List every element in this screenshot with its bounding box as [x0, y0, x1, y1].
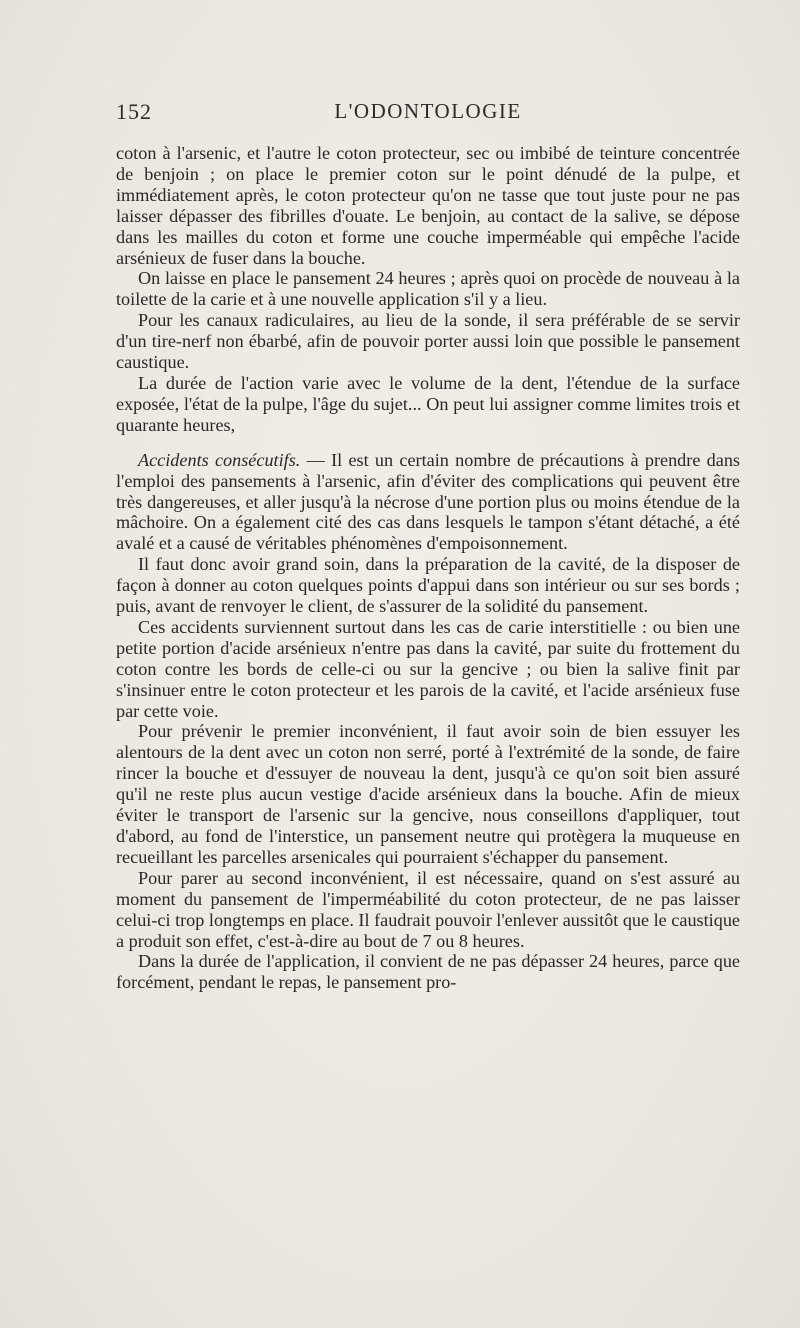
- body-text: [116, 143, 740, 993]
- section-paragraph: [116, 450, 740, 555]
- paragraph: La durée de l'action varie avec le volume de la dent, l'étendue de la surface exposée, l'état de la pulpe, l'âge du sujet... On peut lui assigner comme limites trois et quarante heures,: [116, 372, 740, 435]
- page-header: [116, 99, 740, 129]
- paragraph: Pour les canaux radiculaires, au lieu de la sonde, il sera préférable de se servir d'un tire-nerf non ébarbé, afin de pouvoir porter aussi loin que possible le pansement caustique.: [116, 310, 740, 373]
- page-number: 152: [116, 99, 152, 124]
- paragraph: Pour parer au second inconvénient, il est nécessaire, quand on s'est assuré au moment du pansement de l'imperméabilité du coton protecteur, de ne pas laisser celui-ci trop longtemps en place. Il faudrait pouvoir l'enlever aussitôt que le caustique a produit son effet, c'est-à-dire au bout de 7 ou 8 heures.: [116, 867, 740, 951]
- paragraph: Ces accidents surviennent surtout dans les cas de carie interstitielle : ou bien une petite portion d'acide arsénieux n'entre pas dans la cavité, par suite du frottement du coton contre les bords de celle-ci ou sur la gencive ; ou bien la salive finit par s'insinuer entre le coton protecteur et les parois de la cavité, et l'acide arsénieux fuse par cette voie.: [116, 616, 740, 721]
- paragraph: Pour prévenir le premier inconvénient, il faut avoir soin de bien essuyer les alentours de la dent avec un coton non serré, porté à l'extrémité de la sonde, de faire rincer la bouche et d'essuyer de nouveau la dent, jusqu'à ce qu'on soit bien assuré qu'il ne reste plus aucun vestige d'acide arsénieux dans la bouche. Afin de mieux éviter le transport de l'arsenic sur la gencive, nous conseillons d'appliquer, tout d'abord, au fond de l'interstice, un pansement neutre qui protègera la muqueuse en recueillant les parcelles arsenicales qui pourraient s'échapper du pansement.: [116, 721, 740, 867]
- running-title: L'ODONTOLOGIE: [334, 99, 522, 123]
- paragraph: coton à l'arsenic, et l'autre le coton protecteur, sec ou imbibé de teinture concentrée de benjoin ; on place le premier coton sur le point dénudé de la pulpe, et immédiatement après, le coton protecteur qu'on ne tasse que tout juste pour ne pas laisser dépasser des fibrilles d'ouate. Le benjoin, au contact de la salive, se dépose dans les mailles du coton et forme une couche imperméable qui empêche l'acide arsénieux de fuser dans la bouche.: [116, 143, 740, 268]
- section-heading: Accidents consécutifs.: [138, 449, 301, 470]
- paragraph: Il faut donc avoir grand soin, dans la préparation de la cavité, de la disposer de façon à donner au coton quelques points d'appui dans son intérieur ou sur ses bords ; puis, avant de renvoyer le client, de s'assurer de la solidité du pansement.: [116, 554, 740, 617]
- section-text: — Il est un certain nombre de précautions à prendre dans l'emploi des pansements à l'arsenic, afin d'éviter des complications qui peuvent être très dangereuses, et aller jusqu'à la nécrose d'une portion plus ou moins étendue de la mâchoire. On a également cité des cas dans lesquels le tampon s'étant détaché, a été avalé et a causé de véritables phénomènes d'empoisonnement.: [116, 449, 741, 554]
- paragraph: Dans la durée de l'application, il convient de ne pas dépasser 24 heures, parce que forcément, pendant le repas, le pansement pro-: [116, 951, 740, 993]
- paragraph: On laisse en place le pansement 24 heures ; après quoi on procède de nouveau à la toilette de la carie et à une nouvelle application s'il y a lieu.: [116, 268, 740, 310]
